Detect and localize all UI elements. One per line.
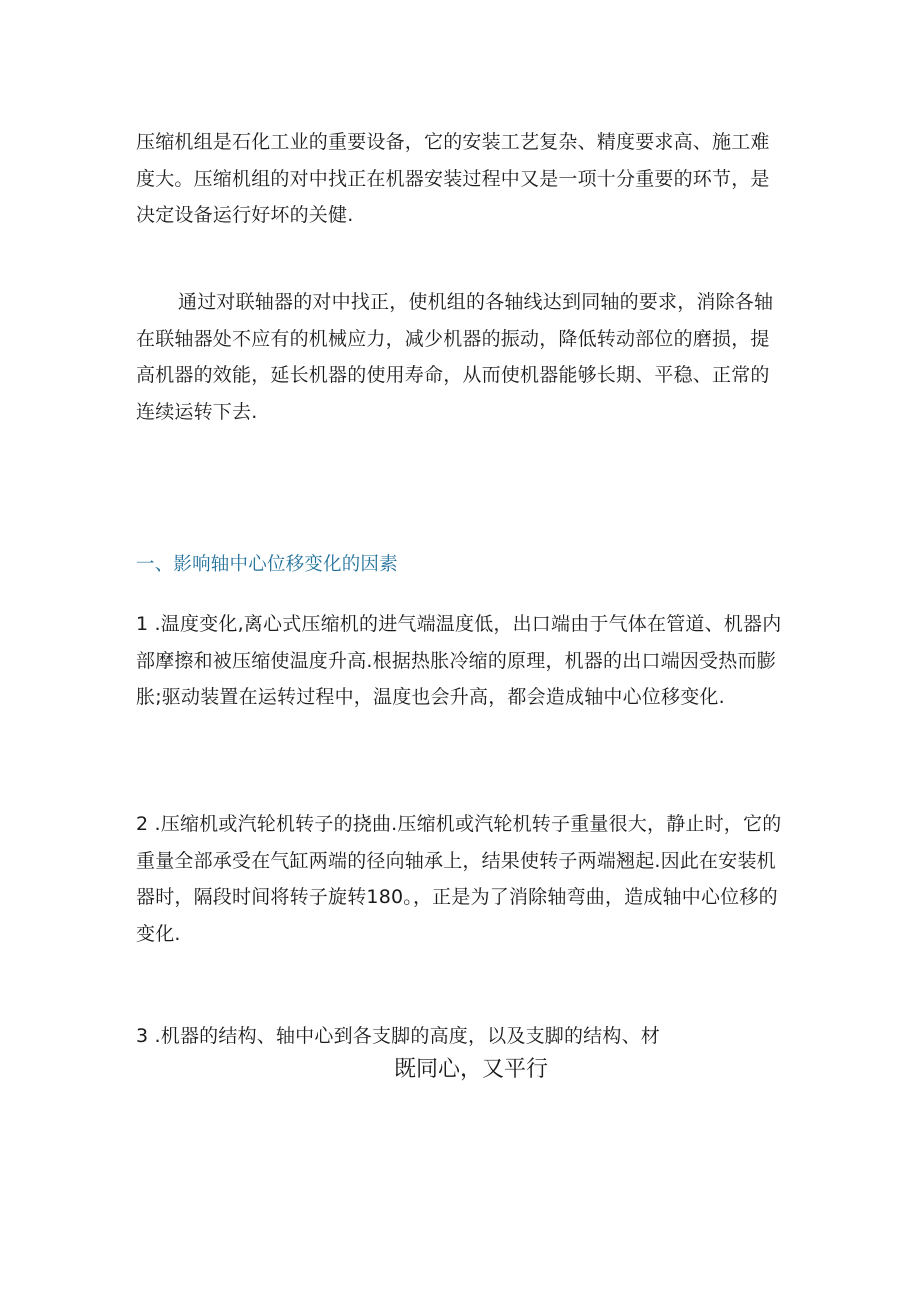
list-item-2-text: 2 .压缩机或汽轮机转子的挠曲.压缩机或汽轮机转子重量很大，静止时，它的重量全部承受在气缸两端的径向轴承上，结果使转子两端翘起.因此在安装机器时，隔段时间将转子旋转180。，正是为了消除轴弯曲，造成轴中心位移的变化. xyxy=(136,813,782,945)
intro-paragraph-1-text: 压缩机组是石化工业的重要设备，它的安装工艺复杂、精度要求高、施工难度大。压缩机组的对中找正在机器安装过程中又是一项十分重要的环节，是决定设备运行好坏的关健. xyxy=(136,131,770,226)
trailing-caption: 既同心，又平行 xyxy=(393,1057,548,1082)
intro-paragraph-2-text: 通过对联轴器的对中找正，使机组的各轴线达到同轴的要求，消除各轴在联轴器处不应有的机械应力，减少机器的振动，降低转动部位的磨损，提高机器的效能，延长机器的使用寿命，从而使机器能够长期、平稳、正常的连续运转下去. xyxy=(136,291,774,423)
section-heading: 一、影响轴中心位移变化的因素 xyxy=(136,554,398,575)
list-item-1 xyxy=(136,606,786,716)
list-item-1-text: 1 .温度变化,离心式压缩机的进气端温度低，出口端由于气体在管道、机器内部摩擦和被压缩使温度升高.根据热胀冷缩的原理，机器的出口端因受热而膨胀;驱动装置在运转过程中，温度也会升高，都会造成轴中心位移变化. xyxy=(136,613,782,708)
intro-paragraph-1 xyxy=(136,124,786,234)
list-item-3-text: 3 .机器的结构、轴中心到各支脚的高度，以及支脚的结构、材 xyxy=(136,1025,660,1047)
list-item-3 xyxy=(136,1018,786,1055)
list-item-2 xyxy=(136,806,786,952)
intro-paragraph-2 xyxy=(136,284,786,430)
